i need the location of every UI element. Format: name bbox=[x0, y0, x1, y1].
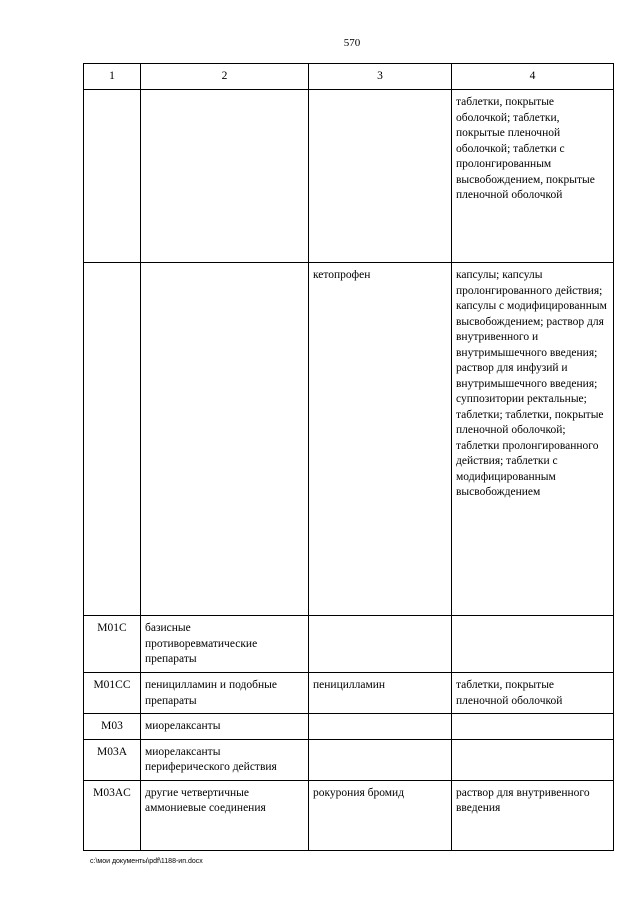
group-name-cell: пеницилламин и подобные препараты bbox=[141, 673, 309, 714]
table-row bbox=[84, 90, 614, 263]
substance-cell bbox=[309, 616, 452, 673]
column-header-4: 4 bbox=[452, 64, 614, 90]
atc-code-cell: M03A bbox=[84, 739, 141, 780]
dosage-forms-cell: капсулы; капсулы пролонгированного действия; капсулы с модифицированным высвобождением; раствор для внутривенного и внутримышечного введения; раствор для инфузий и внутримышечного введения; суппозитории ректальные; таблетки; таблетки, покрытые пленочной оболочкой; таблетки пролонгированного действия; таблетки с модифицированным высвобождением bbox=[452, 263, 614, 616]
document-path-footer: c:\мои документы\pdf\1188-ип.docx bbox=[90, 858, 203, 865]
substance-cell bbox=[309, 714, 452, 740]
substance-cell: кетопрофен bbox=[309, 263, 452, 616]
dosage-forms-cell bbox=[452, 714, 614, 740]
group-name-cell: миорелаксанты периферического действия bbox=[141, 739, 309, 780]
substance-cell: пеницилламин bbox=[309, 673, 452, 714]
dosage-forms-cell: таблетки, покрытые пленочной оболочкой bbox=[452, 673, 614, 714]
page-number: 570 bbox=[343, 37, 361, 49]
group-name-cell bbox=[141, 90, 309, 263]
column-header-1: 1 bbox=[84, 64, 141, 90]
table-header-row bbox=[84, 64, 614, 90]
table-row bbox=[84, 780, 614, 850]
atc-code-cell: M03 bbox=[84, 714, 141, 740]
table-row bbox=[84, 714, 614, 740]
atc-code-cell: M03AC bbox=[84, 780, 141, 850]
atc-code-cell: M01C bbox=[84, 616, 141, 673]
atc-code-cell: M01CC bbox=[84, 673, 141, 714]
dosage-forms-cell bbox=[452, 739, 614, 780]
substance-cell: рокурония бромид bbox=[309, 780, 452, 850]
group-name-cell: базисные противоревматические препараты bbox=[141, 616, 309, 673]
dosage-forms-cell: таблетки, покрытые оболочкой; таблетки, покрытые пленочной оболочкой; таблетки с пролонгированным высвобождением, покрытые пленочной оболочкой bbox=[452, 90, 614, 263]
table-row bbox=[84, 673, 614, 714]
column-header-2: 2 bbox=[141, 64, 309, 90]
group-name-cell: миорелаксанты bbox=[141, 714, 309, 740]
substance-cell bbox=[309, 739, 452, 780]
table-row bbox=[84, 616, 614, 673]
dosage-forms-cell bbox=[452, 616, 614, 673]
table-row bbox=[84, 739, 614, 780]
drug-table bbox=[83, 63, 614, 851]
atc-code-cell bbox=[84, 90, 141, 263]
group-name-cell bbox=[141, 263, 309, 616]
group-name-cell: другие четвертичные аммониевые соединения bbox=[141, 780, 309, 850]
substance-cell bbox=[309, 90, 452, 263]
table-row bbox=[84, 263, 614, 616]
dosage-forms-cell: раствор для внутривенного введения bbox=[452, 780, 614, 850]
column-header-3: 3 bbox=[309, 64, 452, 90]
atc-code-cell bbox=[84, 263, 141, 616]
